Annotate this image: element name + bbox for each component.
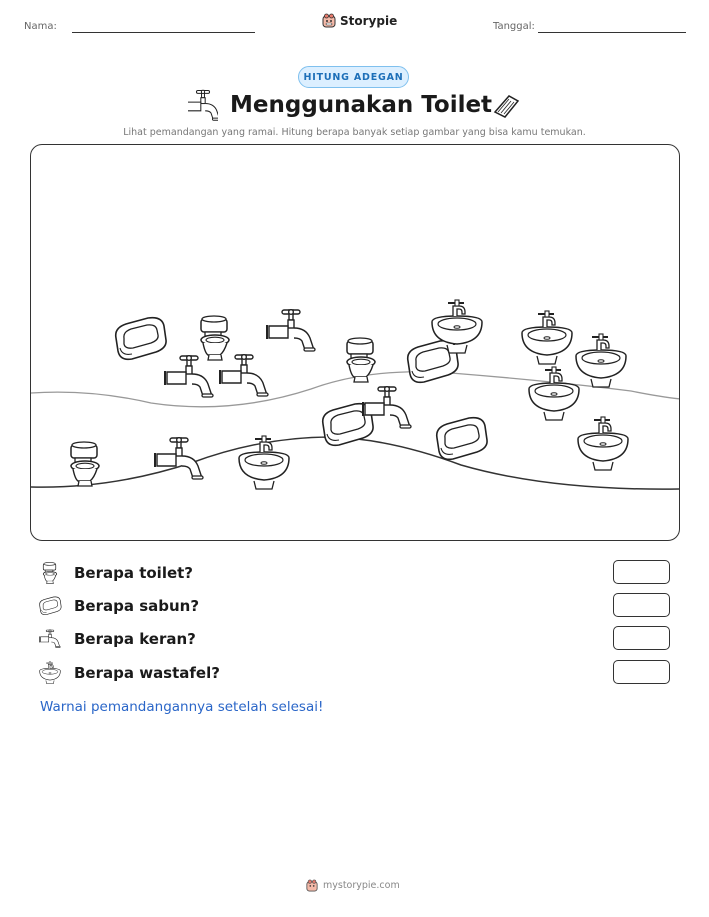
faucet-icon — [267, 310, 315, 351]
toilet-icon — [347, 338, 375, 382]
soap-icon — [437, 418, 487, 460]
name-label: Nama: — [24, 21, 57, 32]
counting-scene[interactable] — [30, 144, 680, 541]
instructions: Lihat pemandangan yang ramai. Hitung berapa banyak setiap gambar yang bisa kamu temukan. — [123, 127, 586, 138]
question-sink — [38, 660, 220, 686]
sink-icon — [576, 334, 626, 387]
footer-url: mystorypie.com — [323, 880, 400, 891]
faucet-icon — [220, 355, 268, 396]
answer-box-soap[interactable] — [613, 593, 670, 617]
soap-icon — [38, 594, 62, 618]
activity-badge: HITUNG ADEGAN — [298, 66, 409, 88]
date-label: Tanggal: — [493, 21, 535, 32]
question-label: Berapa toilet? — [74, 564, 194, 582]
sponge-icon — [491, 92, 521, 120]
soap-icon — [116, 318, 166, 360]
answer-box-faucet[interactable] — [613, 626, 670, 650]
brand-logo — [322, 13, 397, 28]
answer-box-sink[interactable] — [613, 660, 670, 684]
question-faucet — [38, 626, 196, 652]
toilet-icon — [71, 442, 99, 486]
sink-icon — [578, 417, 628, 470]
coloring-note: Warnai pemandangannya setelah selesai! — [40, 699, 324, 715]
scene-illustration — [31, 145, 680, 541]
faucet-icon — [38, 627, 62, 651]
sink-icon — [38, 661, 62, 685]
question-toilet — [38, 560, 193, 586]
sink-icon — [522, 311, 572, 364]
storypie-mascot-icon — [322, 13, 336, 28]
sink-icon — [239, 436, 289, 489]
toilet-icon — [38, 561, 62, 585]
faucet-icon — [155, 438, 203, 479]
footer — [306, 879, 400, 892]
name-field[interactable] — [72, 32, 255, 33]
page-title: Menggunakan Toilet — [230, 92, 493, 118]
question-label: Berapa sabun? — [74, 597, 200, 615]
faucet-icon — [188, 89, 218, 121]
question-label: Berapa wastafel? — [74, 664, 220, 682]
question-label: Berapa keran? — [74, 630, 196, 648]
date-field[interactable] — [538, 32, 686, 33]
storypie-mascot-icon — [306, 879, 318, 892]
brand-name: Storypie — [340, 13, 398, 28]
sink-icon — [529, 367, 579, 420]
answer-box-toilet[interactable] — [613, 560, 670, 584]
toilet-icon — [201, 316, 229, 360]
faucet-icon — [165, 356, 213, 397]
question-soap — [38, 593, 199, 619]
